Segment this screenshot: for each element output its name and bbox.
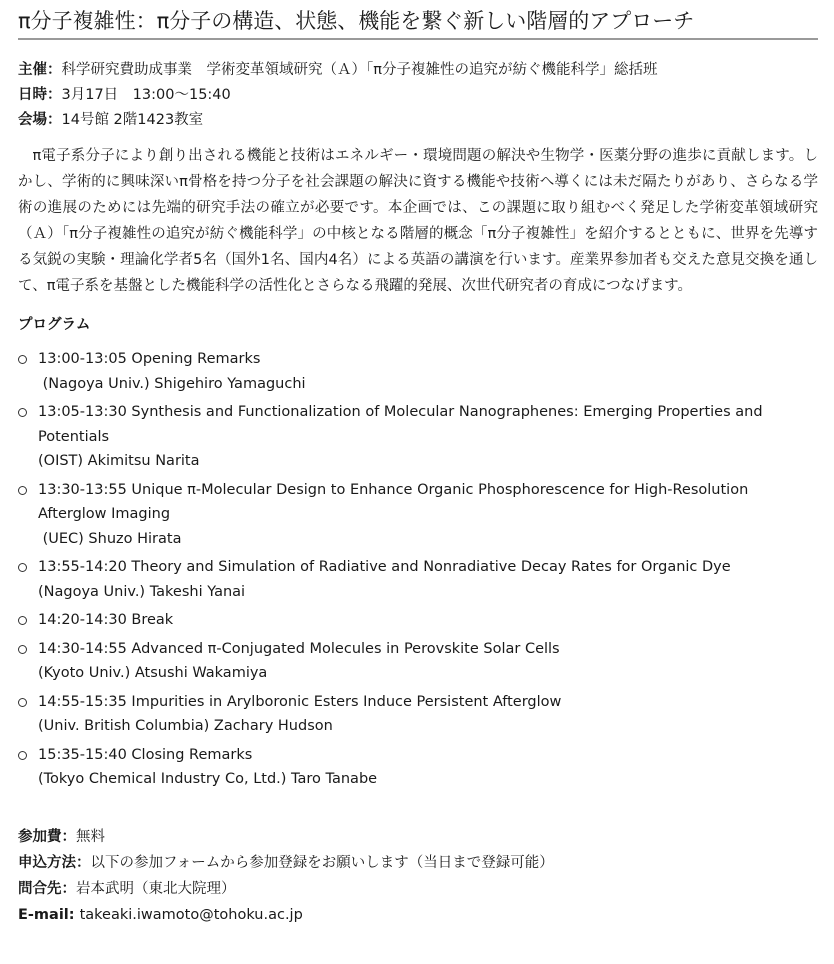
date-row <box>18 83 818 108</box>
list-item <box>18 400 818 474</box>
fee-value: 無料 <box>76 828 105 845</box>
apply-value: 以下の参加フォームから参加登録をお願いします（当日まで登録可能） <box>90 854 554 871</box>
circle-bullet-icon <box>18 563 27 572</box>
program-heading: プログラム <box>18 317 91 333</box>
list-item <box>18 608 818 633</box>
circle-bullet-icon <box>18 645 27 654</box>
circle-bullet-icon <box>18 486 27 495</box>
date-value: 3月17日 13:00〜15:40 <box>61 87 231 103</box>
talk-title: 14:30-14:55 Advanced π-Conjugated Molecules in Perovskite Solar Cells <box>38 640 560 657</box>
talk-title: 14:20-14:30 Break <box>38 612 174 628</box>
email-row <box>18 902 818 928</box>
talk-title: 14:55-15:35 Impurities in Arylboronic Esters Induce Persistent Afterglow <box>38 693 562 710</box>
apply-row <box>18 850 818 876</box>
list-item <box>18 478 818 552</box>
venue-value: 14号館 2階1423教室 <box>61 112 204 128</box>
circle-bullet-icon <box>18 355 27 364</box>
program-list <box>18 347 818 792</box>
talk-title: 15:35-15:40 Closing Remarks <box>38 746 253 763</box>
list-item <box>18 743 818 792</box>
circle-bullet-icon <box>18 616 27 625</box>
event-footer <box>18 824 818 928</box>
intro-paragraph: π電子系分子により創り出される機能と技術はエネルギー・環境問題の解決や生物学・医薬分野の進歩に貢献します。しかし、学術的に興味深いπ骨格を持つ分子を社会課題の解決に資する機能や技術へ導くには未だ隔たりがあり、さらなる学術の進展のためには先端的研究手法の確立が必要です。本企画では、この課題に取り組むべく発足した学術変革領域研究（Ａ）「π分子複雑性の追究が紡ぐ機能科学」の中核となる階層的概念「π分子複雑性」を紹介するとともに、世界を先導する気鋭の実験・理論化学者5名（国外1名、国内4名）による英語の講演を行います。産業界参加者も交えた意見交換を通して、π電子系を基盤とした機能科学の活性化とさらなる飛躍的発展、次世代研究者の育成につなげます。 <box>18 148 818 294</box>
talk-speaker: (Nagoya Univ.) Takeshi Yanai <box>38 583 246 600</box>
venue-row <box>18 108 818 133</box>
list-item <box>18 555 818 604</box>
fee-row <box>18 824 818 850</box>
fee-label: 参加費： <box>18 828 76 845</box>
organizer-value: 科学研究費助成事業 学術変革領域研究（Ａ）「π分子複雑性の追究が紡ぐ機能科学」総括班 <box>61 62 658 78</box>
organizer-row <box>18 58 818 83</box>
list-item <box>18 637 818 686</box>
email-label: E-mail: <box>18 906 80 923</box>
organizer-label: 主催： <box>18 62 62 78</box>
talk-title: 13:30-13:55 Unique π-Molecular Design to Enhance Organic Phosphorescence for High-Resolution Afterglow Imaging <box>38 481 749 522</box>
contact-value: 岩本武明（東北大院理） <box>76 880 236 897</box>
talk-speaker: (UEC) Shuzo Hirata <box>38 530 182 547</box>
talk-title: 13:05-13:30 Synthesis and Functionalization of Molecular Nanographenes: Emerging Properties and Potentials <box>38 404 763 445</box>
event-meta <box>18 58 818 133</box>
list-item <box>18 347 818 396</box>
talk-title: 13:55-14:20 Theory and Simulation of Radiative and Nonradiative Decay Rates for Organic Dye <box>38 559 731 575</box>
venue-label: 会場： <box>18 112 62 128</box>
talk-speaker: (Univ. British Columbia) Zachary Hudson <box>38 718 333 734</box>
contact-label: 問合先： <box>18 880 76 897</box>
talk-speaker: (Tokyo Chemical Industry Co, Ltd.) Taro Tanabe <box>38 771 378 787</box>
circle-bullet-icon <box>18 698 27 707</box>
list-item <box>18 690 818 739</box>
date-label: 日時： <box>18 87 62 103</box>
talk-speaker: (Nagoya Univ.) Shigehiro Yamaguchi <box>38 375 306 392</box>
talk-speaker: (OIST) Akimitsu Narita <box>38 453 200 469</box>
email-value[interactable]: takeaki.iwamoto@tohoku.ac.jp <box>79 906 303 923</box>
circle-bullet-icon <box>18 751 27 760</box>
talk-speaker: (Kyoto Univ.) Atsushi Wakamiya <box>38 665 268 681</box>
contact-row <box>18 876 818 902</box>
talk-title: 13:00-13:05 Opening Remarks <box>38 351 261 367</box>
circle-bullet-icon <box>18 408 27 417</box>
apply-label: 申込方法： <box>18 854 91 871</box>
page-title: π分子複雑性：π分子の構造、状態、機能を繋ぐ新しい階層的アプローチ <box>18 0 818 40</box>
